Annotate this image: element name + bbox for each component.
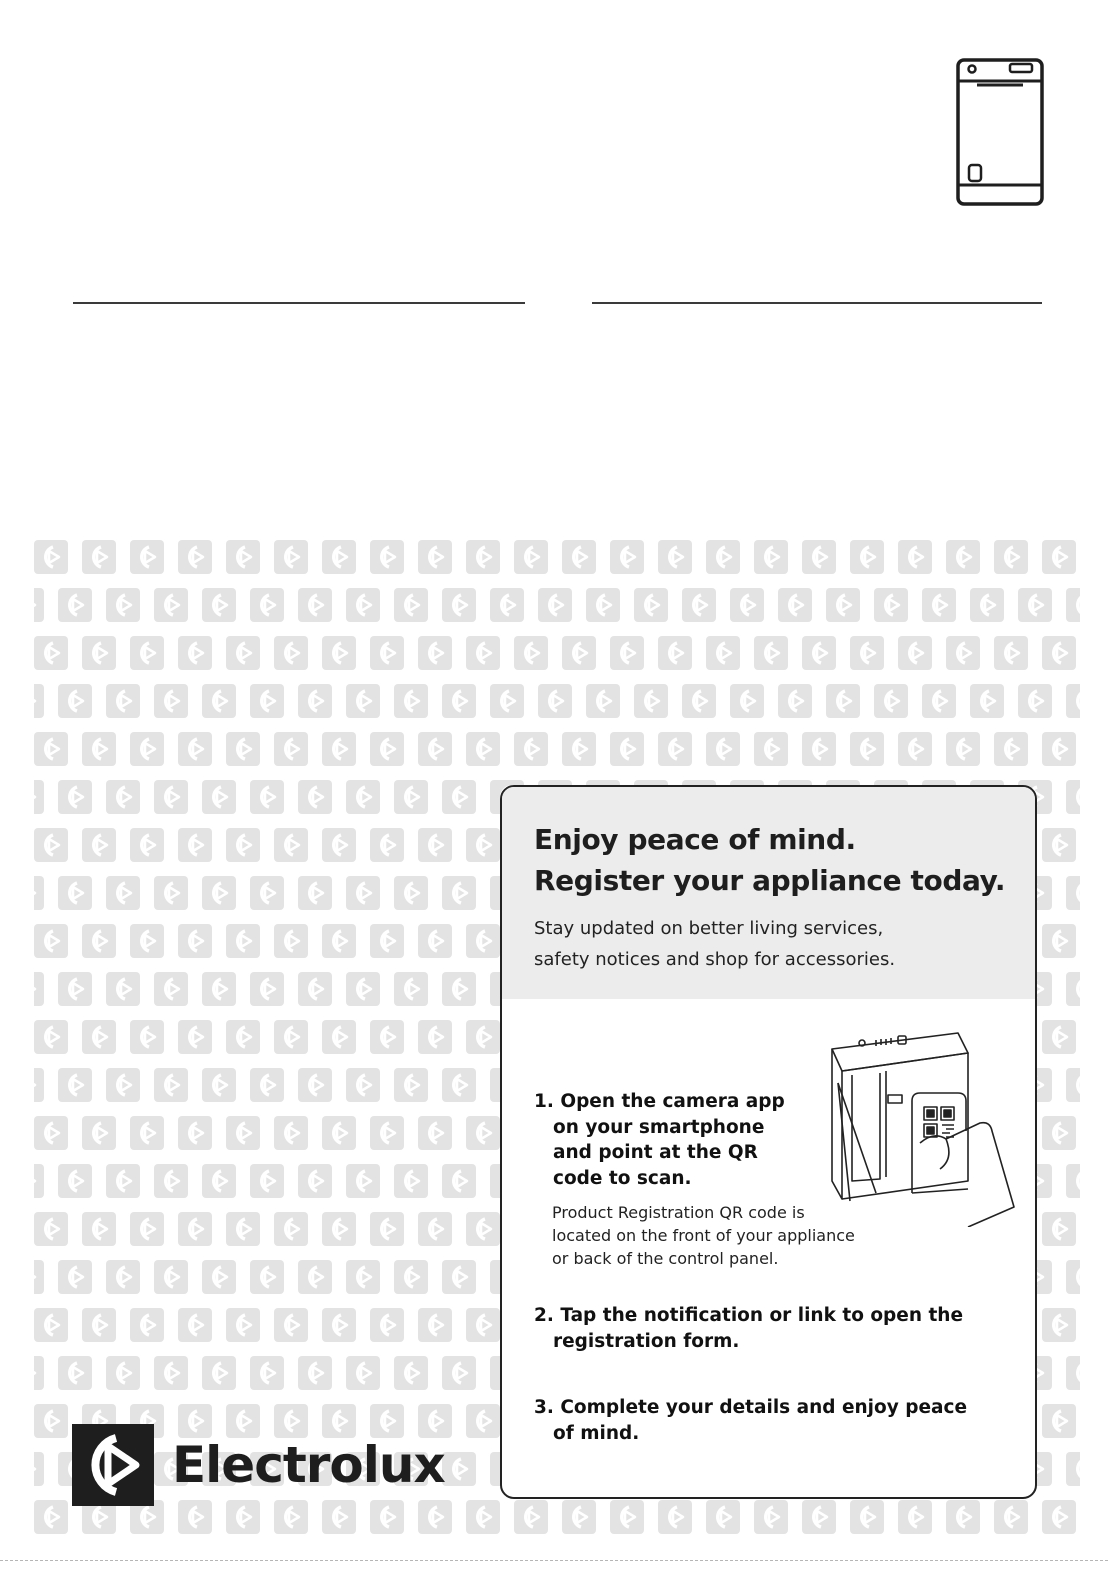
card-subtitle-line: safety notices and shop for accessories. [534, 949, 896, 970]
step-2 [534, 1303, 963, 1354]
card-title-line: Register your appliance today. [534, 864, 1006, 897]
step-3 [534, 1395, 967, 1446]
washer-with-phone-scanning-qr-icon [828, 1031, 1018, 1227]
card-header [502, 787, 1035, 999]
card-subtitle-line: Stay updated on better living services, [534, 918, 884, 939]
step-1-note-line: located on the front of your appliance [552, 1226, 855, 1245]
step-1-line: on your smartphone [553, 1116, 765, 1138]
brand-wordmark: Electrolux [172, 1436, 445, 1494]
step-1 [534, 1089, 785, 1191]
step-1-note [552, 1201, 855, 1270]
step-1-line: code to scan. [553, 1167, 692, 1189]
step-1-line: 1. Open the camera app [534, 1091, 785, 1112]
divider-line-right [592, 302, 1042, 304]
step-3-line: 3. Complete your details and enjoy peace [534, 1397, 968, 1418]
washing-machine-icon [955, 57, 1045, 207]
step-2-line: 2. Tap the notification or link to open the [534, 1305, 964, 1326]
step-1-note-line: Product Registration QR code is [552, 1203, 805, 1222]
card-title [534, 819, 1015, 901]
divider-line-left [73, 302, 525, 304]
registration-card [500, 785, 1037, 1499]
step-2-line: registration form. [553, 1330, 740, 1352]
page-bottom-dashed-line [0, 1560, 1108, 1561]
card-title-line: Enjoy peace of mind. [534, 823, 856, 856]
card-subtitle [534, 913, 1015, 975]
electrolux-logo [72, 1424, 445, 1506]
step-1-line: and point at the QR [553, 1142, 758, 1163]
step-1-note-line: or back of the control panel. [552, 1249, 779, 1268]
electrolux-logo-icon [72, 1424, 154, 1506]
step-3-line: of mind. [553, 1422, 640, 1444]
